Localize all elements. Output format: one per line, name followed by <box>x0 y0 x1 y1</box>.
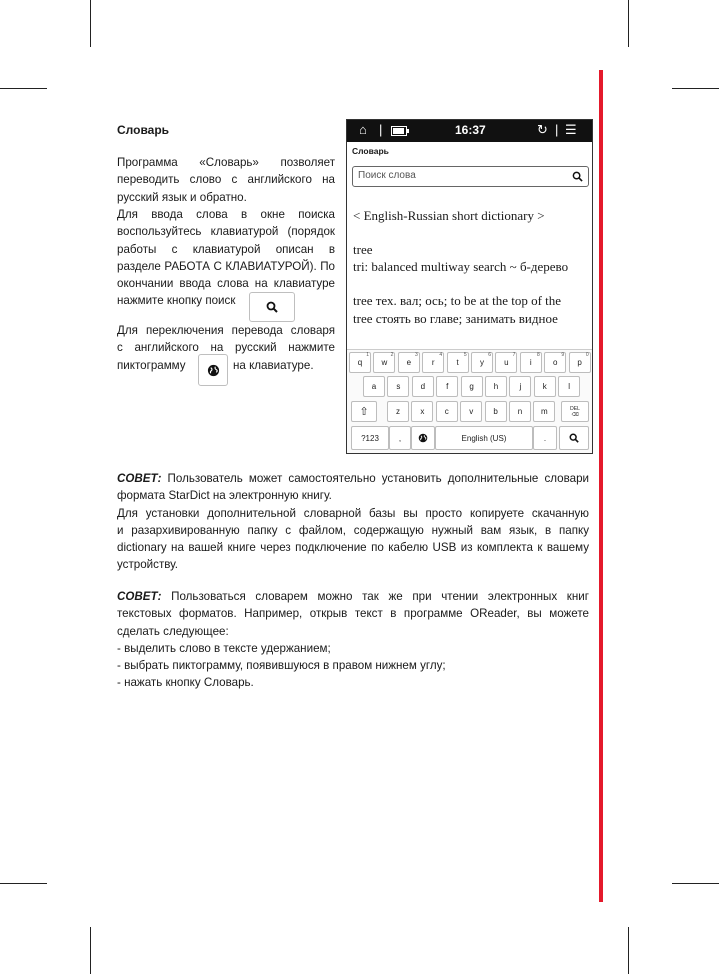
result-word: tree <box>353 242 373 257</box>
text-fragment: Пользователь может самостоятельно установить дополнительные словари <box>161 472 589 485</box>
crop-mark <box>672 88 719 89</box>
key-l[interactable] <box>558 376 580 397</box>
key-label: w <box>381 358 388 367</box>
result-line: tree стоять во главе; занимать видное <box>353 311 558 326</box>
key-e[interactable] <box>398 352 420 373</box>
menu-icon[interactable]: ☰ <box>565 122 577 137</box>
key-p[interactable] <box>569 352 591 373</box>
text-line <box>117 588 589 605</box>
text-fragment: Пользоваться словарем можно так же при чтении электронных книг <box>161 590 589 603</box>
key-h[interactable] <box>485 376 507 397</box>
key-hint: 8 <box>537 352 540 358</box>
text-line: воспользуйтесь клавиатурой (порядок <box>117 225 335 239</box>
search-input[interactable] <box>352 166 589 187</box>
key-y[interactable] <box>471 352 493 373</box>
key-label: a <box>371 382 377 391</box>
result-line: tree тех. вал; ось; to be at the top of the <box>353 293 562 308</box>
search-icon[interactable] <box>572 168 583 185</box>
key-label: z <box>396 407 400 416</box>
key-label: , <box>398 433 402 443</box>
key-u[interactable] <box>495 352 517 373</box>
text-line: сделать следующее: <box>117 624 229 638</box>
key-z[interactable] <box>387 401 409 422</box>
input-paragraph <box>117 206 335 310</box>
text-line: русский язык и обратно. <box>117 190 247 204</box>
clock: 16:37 <box>455 123 486 137</box>
crop-mark <box>628 0 629 47</box>
key-hint: 5 <box>463 352 467 358</box>
crop-mark <box>672 883 719 884</box>
key-x[interactable] <box>411 401 433 422</box>
backspace-key[interactable] <box>561 401 589 422</box>
intro-paragraph <box>117 154 335 206</box>
key-k[interactable] <box>534 376 556 397</box>
key-v[interactable] <box>460 401 482 422</box>
key-label: e <box>406 358 412 367</box>
text-line: Для ввода слова в окне поиска <box>117 208 335 221</box>
text-line: Программа «Словарь» позволяет <box>117 156 335 169</box>
key-w[interactable] <box>373 352 395 373</box>
mode-key[interactable] <box>351 426 389 450</box>
key-c[interactable] <box>436 401 458 422</box>
on-screen-keyboard <box>347 349 592 454</box>
key-label: q <box>357 358 363 367</box>
key-hint: 1 <box>366 352 369 358</box>
key-b[interactable] <box>485 401 507 422</box>
text-line: переводить слово с английского на <box>117 173 335 187</box>
backspace-icon: DEL ⌫ <box>570 405 580 418</box>
text-line: формата StarDict на электронную книгу. <box>117 489 332 503</box>
text-line: Для установки дополнительной словарной базы вы просто копируете скачанную <box>117 506 589 520</box>
key-label: c <box>444 407 449 416</box>
key-label: p <box>577 358 582 367</box>
key-m[interactable] <box>533 401 555 422</box>
key-label: o <box>552 358 558 367</box>
key-label: m <box>541 407 548 416</box>
key-label: x <box>420 407 425 416</box>
tip-2 <box>117 588 589 692</box>
section-heading: Словарь <box>117 123 170 137</box>
key-hint: 4 <box>439 352 443 358</box>
space-key[interactable] <box>435 426 533 450</box>
key-label: n <box>517 407 523 416</box>
key-label: . <box>543 433 547 443</box>
globe-icon <box>418 433 428 443</box>
tip-1 <box>117 470 589 574</box>
separator: | <box>555 122 559 137</box>
text-line <box>117 470 589 487</box>
list-item: - нажать кнопку Словарь. <box>117 676 254 690</box>
key-t[interactable] <box>447 352 469 373</box>
key-label: r <box>431 358 435 367</box>
text-fragment: пиктограмму <box>117 358 186 372</box>
globe-key[interactable] <box>411 426 435 450</box>
text-line: Для переключения перевода словаря <box>117 324 335 337</box>
comma-key[interactable] <box>389 426 411 450</box>
text-line: разделе РАБОТА С КЛАВИАТУРОЙ). По <box>117 259 335 273</box>
globe-icon <box>207 364 220 377</box>
key-label: ?123 <box>361 433 379 443</box>
key-hint: 6 <box>488 352 491 358</box>
text-line: dictionary на вашей книге через подключение по кабелю USB из комплекта к вашему <box>117 541 589 555</box>
key-label: i <box>529 358 532 367</box>
key-label: h <box>493 382 499 391</box>
key-label: t <box>456 358 459 367</box>
key-label: b <box>493 407 498 416</box>
tip-label: СОВЕТ: <box>117 472 162 485</box>
crop-mark <box>628 927 629 974</box>
key-label: l <box>568 382 571 391</box>
text-line: текстовых форматов. Например, открыв текст в программе OReader, вы можете <box>117 607 589 621</box>
app-title: Словарь <box>352 146 389 156</box>
text-fragment: на клавиатуре. <box>233 358 314 372</box>
text-line: работы с клавиатурой описан в <box>117 242 335 256</box>
key-label: j <box>519 382 522 391</box>
key-hint: 7 <box>512 352 516 358</box>
key-label: k <box>542 382 547 391</box>
del-label: DEL <box>570 405 580 412</box>
key-g[interactable] <box>461 376 483 397</box>
crop-mark <box>90 927 91 974</box>
key-n[interactable] <box>509 401 531 422</box>
key-label: d <box>420 382 426 391</box>
text-line: и разархивированную папку с файлом, содержащую нужный вам язык, в папку <box>117 523 589 537</box>
result-line: tri: balanced multiway search ~ б-дерево <box>353 259 569 274</box>
crop-mark <box>90 0 91 47</box>
shift-icon: ⇧ <box>359 406 369 418</box>
key-s[interactable] <box>387 376 409 397</box>
key-o[interactable] <box>544 352 566 373</box>
list-item: - выделить слово в тексте удержанием; <box>117 641 331 655</box>
search-icon <box>266 301 278 313</box>
search-placeholder: Поиск слова <box>358 170 416 181</box>
shift-key[interactable] <box>351 401 377 422</box>
key-a[interactable] <box>363 376 385 397</box>
text-line: с английского на русский нажмите <box>117 341 335 355</box>
dictionary-header: < English-Russian short dictionary > <box>353 208 545 223</box>
tip-label: СОВЕТ: <box>117 590 162 603</box>
text-line: устройству. <box>117 558 179 572</box>
home-icon[interactable]: ⌂ <box>359 122 367 137</box>
text-line: нажмите кнопку поиск <box>117 294 236 308</box>
key-hint: 2 <box>390 352 394 358</box>
key-d[interactable] <box>412 376 434 397</box>
search-key-illustration <box>249 292 295 322</box>
key-f[interactable] <box>436 376 458 397</box>
search-key[interactable] <box>559 426 589 450</box>
crop-mark <box>0 88 47 89</box>
battery-icon <box>391 125 409 139</box>
period-key[interactable] <box>533 426 557 450</box>
accent-bar <box>599 70 603 902</box>
key-i[interactable] <box>520 352 542 373</box>
key-r[interactable] <box>422 352 444 373</box>
key-label: English (US) <box>461 433 507 443</box>
globe-key-illustration <box>198 354 228 386</box>
separator: | <box>379 122 383 137</box>
key-label: u <box>504 358 509 367</box>
key-j[interactable] <box>509 376 531 397</box>
key-label: s <box>396 382 401 391</box>
crop-mark <box>0 883 47 884</box>
device-screenshot <box>346 119 593 454</box>
key-label: g <box>469 382 474 391</box>
key-hint: 3 <box>415 352 418 358</box>
key-label: y <box>480 358 484 367</box>
key-q[interactable] <box>349 352 371 373</box>
search-icon <box>569 433 579 443</box>
key-label: v <box>469 407 474 416</box>
key-hint: 0 <box>585 352 589 358</box>
text-line: окончании ввода слова на клавиатуре <box>117 277 335 291</box>
key-label: f <box>446 382 449 391</box>
refresh-icon[interactable]: ↻ <box>537 122 548 137</box>
list-item: - выбрать пиктограмму, появившуюся в правом нижнем углу; <box>117 659 446 673</box>
status-bar <box>347 120 592 142</box>
key-hint: 9 <box>561 352 565 358</box>
